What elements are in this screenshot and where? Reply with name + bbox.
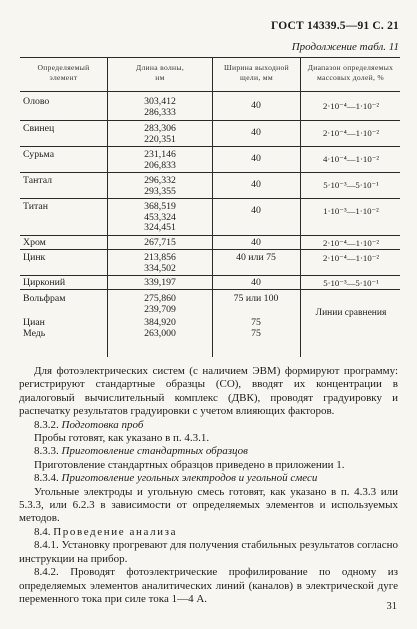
cell-range: 2·10⁻⁴—1·10⁻² — [322, 253, 380, 263]
paragraph: Приготовление стандартных образцов приведено в приложении 1. — [34, 458, 345, 471]
cell-slit-width: 40 — [251, 277, 261, 288]
cell-slit-width: 40 — [251, 237, 261, 248]
cell-slit-width: 75 — [251, 317, 261, 328]
cell-element: Тантал — [23, 175, 53, 186]
cell-element: Хром — [23, 237, 46, 248]
cell-slit-width: 40 — [251, 153, 261, 164]
column-header-wavelength: Длина волны, нм — [135, 63, 185, 82]
cell-range: 1·10⁻³—1·10⁻² — [323, 206, 379, 216]
cell-element: Циан — [23, 317, 45, 328]
cell-slit-width: 75 или 100 — [233, 293, 279, 304]
cell-wavelength: 213,856 334,502 — [144, 252, 176, 274]
cell-range: 5·10⁻³—5·10⁻¹ — [323, 278, 379, 288]
cell-slit-width: 40 — [251, 127, 261, 138]
section-heading: 8.4. Проведение анализа — [34, 525, 178, 538]
cell-element: Свинец — [23, 123, 55, 134]
cell-slit-width: 75 — [251, 328, 261, 339]
cell-element: Вольфрам — [23, 293, 66, 304]
cell-element: Олово — [23, 96, 50, 107]
cell-wavelength: 384,920 — [144, 317, 176, 328]
cell-wavelength: 303,412 286,333 — [144, 96, 176, 118]
cell-wavelength: 267,715 — [144, 237, 176, 248]
section-heading: 8.3.2. Подготовка проб — [34, 418, 144, 431]
cell-wavelength: 368,519 453,324 324,451 — [144, 201, 176, 233]
cell-range: 2·10⁻⁴—1·10⁻² — [322, 128, 380, 138]
cell-slit-width: 40 — [251, 179, 261, 190]
cell-wavelength: 231,146 206,833 — [144, 149, 176, 171]
paragraph: 8.4.2. Проводят фотоэлектрические профилирование по одному из определяемых элементов аналитических линий (каналов) в электрической дуге переменного тока при силе тока 1—4 А. — [19, 566, 398, 605]
comparison-lines-cell: Линии сравнения — [315, 308, 387, 318]
cell-range: 5·10⁻³—5·10⁻¹ — [323, 180, 379, 190]
cell-range: 4·10⁻⁴—1·10⁻² — [322, 154, 380, 164]
cell-slit-width: 40 — [251, 100, 261, 111]
cell-wavelength: 275,860 239,709 — [144, 293, 176, 315]
cell-slit-width: 40 — [251, 205, 261, 216]
page-number: 31 — [386, 601, 397, 612]
column-header-slit-width: Ширина выходной щели, мм — [224, 63, 289, 82]
document-code: ГОСТ 14339.5—91 С. 21 — [271, 20, 399, 32]
analysis-table — [20, 57, 400, 357]
column-header-mass-fraction-range: Диапазон определяемых массовых долей, % — [307, 63, 394, 82]
section-heading: 8.3.4. Приготовление угольных электродов и угольной смеси — [34, 472, 318, 485]
paragraph: Для фотоэлектрических систем (с наличием ЭВМ) формируют программу: регистрируют стандартные образцы (СО), вводят их концентрации в диалоговый вычислительный комплекс (ДВК), проводят градуировку и распечатку результатов градуировки с учетом влияющих факторов. — [19, 365, 398, 418]
paragraph: Пробы готовят, как указано в п. 4.3.1. — [34, 432, 210, 445]
column-header-element: Определяемый элемент — [37, 63, 90, 82]
table-caption: Продолжение табл. 11 — [291, 41, 399, 53]
cell-wavelength: 283,306 220,351 — [144, 123, 176, 145]
paragraph: Угольные электроды и угольную смесь готовят, как указано в п. 4.3.3 или 5.3.3, или 6.2.3 в зависимости от определяемых элементов и используемых методов. — [19, 485, 398, 525]
section-heading: 8.3.3. Приготовление стандартных образцов — [34, 445, 248, 458]
cell-wavelength: 296,332 293,355 — [144, 175, 176, 197]
cell-element: Титан — [23, 201, 48, 212]
cell-range: 2·10⁻⁴—1·10⁻² — [322, 101, 380, 111]
cell-element: Медь — [23, 328, 46, 339]
paragraph: 8.4.1. Установку прогревают для получения стабильных результатов согласно инструкции на прибор. — [19, 539, 398, 565]
cell-element: Цирконий — [23, 277, 66, 288]
cell-element: Цинк — [23, 252, 46, 263]
cell-wavelength: 339,197 — [144, 277, 176, 288]
cell-range: 2·10⁻⁴—1·10⁻² — [322, 238, 380, 248]
cell-element: Сурьма — [23, 149, 55, 160]
cell-wavelength: 263,000 — [144, 328, 176, 339]
body-text — [19, 365, 398, 606]
cell-slit-width: 40 или 75 — [236, 252, 276, 263]
